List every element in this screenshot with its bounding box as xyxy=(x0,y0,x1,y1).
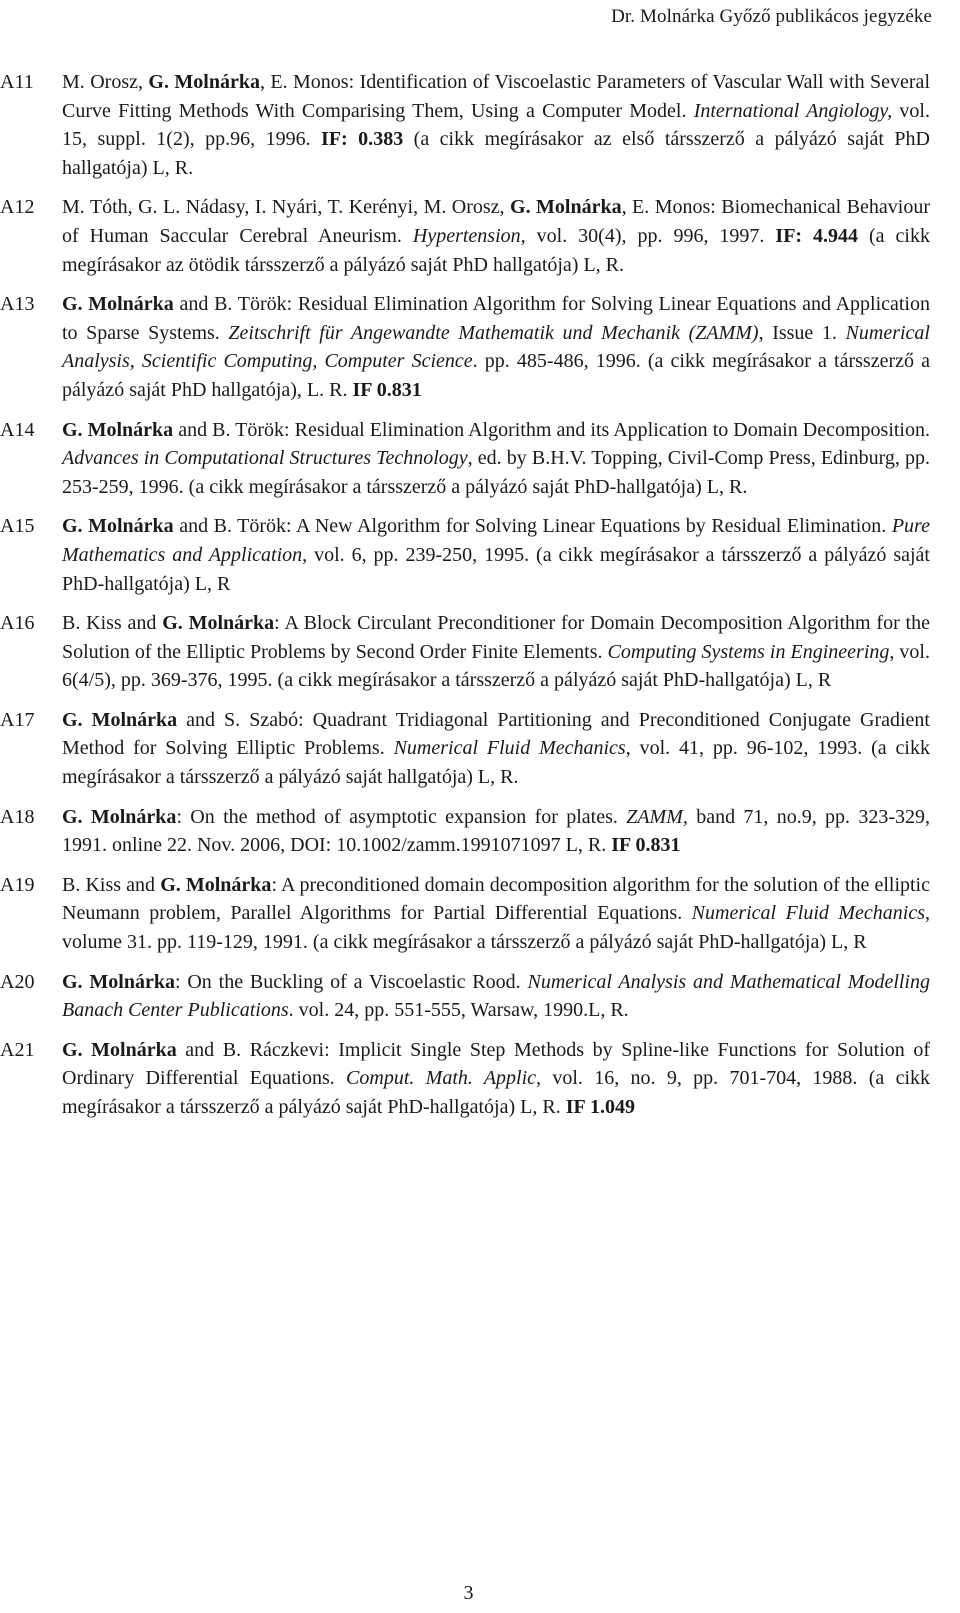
entry-citation xyxy=(62,416,930,502)
entry-citation xyxy=(62,193,930,279)
publication-entry xyxy=(0,1036,960,1122)
bold-text: IF 0.831 xyxy=(352,378,422,401)
entry-id: A16 xyxy=(0,612,35,635)
entry-citation xyxy=(62,803,930,860)
publication-entry xyxy=(0,512,960,598)
entry-id: A17 xyxy=(0,708,35,731)
citation-text: and B. Ráczkevi: Implicit Single Step Methods by Spline-like Functions for Solution of Ordinary Differential Equations. xyxy=(62,1038,930,1090)
citation-text: , vol. 41, pp. 96-102, 1993. (a cikk megírásakor a társszerző a pályázó saját hallgatója) L, R. xyxy=(62,737,930,789)
bold-text: G. Molnárka xyxy=(62,1038,177,1061)
entry-citation xyxy=(62,68,930,182)
bold-text: G. Molnárka xyxy=(62,805,177,828)
bold-text: G. Molnárka xyxy=(62,515,174,538)
citation-text: vol. 16, no. 9, pp. 701-704, 1988. (a cikk megírásakor a társszerző a pályázó saját PhD-hallgatója) L, R. xyxy=(62,1067,931,1118)
citation-text: : A preconditioned domain decomposition algorithm for the solution of the elliptic Neumann problem, Parallel Algorithms for Partial Differential Equations. xyxy=(62,873,930,925)
bold-text: G. Molnárka xyxy=(62,708,178,731)
italic-text: Numerical Fluid Mechanics xyxy=(393,737,626,760)
publication-entry xyxy=(0,871,960,957)
bold-text: 944 xyxy=(828,224,859,247)
italic-text: Advances in Computational Structures Technology xyxy=(62,447,468,470)
citation-text: . vol. 24, pp. 551-555, Warsaw, 1990.L, R. xyxy=(288,999,629,1022)
publication-entry xyxy=(0,609,960,695)
entry-id: A19 xyxy=(0,873,35,896)
italic-text: Zeitschrift für Angewandte Mathematik und Mechanik (ZAMM) xyxy=(228,321,759,344)
italic-text: Numerical Analysis, Scientific Computing, Computer Science xyxy=(62,321,930,373)
bold-text: IF 1.049 xyxy=(565,1096,635,1118)
bold-text: G. Molnárka xyxy=(160,873,272,896)
citation-text: B. Kiss and xyxy=(62,612,163,635)
citation-text: , Issue 1. xyxy=(758,321,846,344)
citation-text: and B. Török: Residual Elimination Algorithm and its Application to Domain Decomposition. xyxy=(173,418,930,441)
publication-list xyxy=(0,68,960,1133)
italic-text: Hypertension, xyxy=(412,224,526,247)
entry-citation xyxy=(62,609,930,695)
citation-text: , volume 31. pp. 119-129, 1991. (a cikk megírásakor a társszerző a pályázó saját PhD-hallgatója) L, R xyxy=(62,902,930,954)
entry-id: A12 xyxy=(0,196,35,219)
entry-id: A20 xyxy=(0,970,35,993)
bold-text: G. Molnárka xyxy=(162,612,275,635)
italic-text: ZAMM, xyxy=(626,805,688,828)
bold-text: 383 xyxy=(373,128,404,151)
entry-id: A13 xyxy=(0,293,35,316)
citation-text: , E. Monos: Identification of Viscoelastic Parameters of Vascular Wall with Several Curve Fitting Methods With Comparising Them, Using a Computer Model. xyxy=(62,71,930,122)
citation-text: B. Kiss and xyxy=(62,873,161,896)
entry-citation xyxy=(62,512,930,598)
bold-text: G. Molnárka xyxy=(148,71,260,93)
entry-id: A15 xyxy=(0,515,35,538)
entry-citation xyxy=(62,706,930,792)
entry-id: A11 xyxy=(0,71,34,93)
citation-text: (a cikk megírásakor az ötödik társszerző a pályázó saját PhD hallgatója) L, R. xyxy=(62,224,930,276)
citation-text: and S. Szabó: Quadrant Tridiagonal Partitioning and Preconditioned Conjugate Gradient Method for Solving Elliptic Problems. xyxy=(62,708,930,760)
citation-text: , vol. 6, pp. 239-250, 1995. (a cikk megírásakor a társszerző a pályázó saját PhD-hallgatója) L, R xyxy=(62,543,930,595)
citation-text: and B. Török: Residual Elimination Algorithm for Solving Linear Equations and Application to Sparse Systems. xyxy=(62,293,930,344)
citation-text: band 71, no.9, pp. 323-329, 1991. online 22. Nov. 2006, DOI: 10.1002/zamm.1991071097 L, R. xyxy=(62,805,930,857)
italic-text: International Angiology, xyxy=(693,99,893,122)
citation-text: and B. Török: A New Algorithm for Solving Linear Equations by Residual Elimination. xyxy=(173,515,892,538)
citation-text: vol. 30(4), pp. 996, 1997. xyxy=(525,224,776,247)
citation-text: : On the Buckling of a Viscoelastic Rood. xyxy=(174,970,528,993)
entry-citation xyxy=(62,968,930,1025)
italic-text: Comput. Math. Applic, xyxy=(346,1067,542,1090)
citation-text: , E. Monos: Biomechanical Behaviour of Human Saccular Cerebral Aneurism. xyxy=(62,196,930,247)
publication-entry xyxy=(0,803,960,860)
citation-text: , ed. by B.H.V. Topping, Civil-Comp Press, Edinburg, pp. 253-259, 1996. (a cikk megírásakor a társszerző a pályázó saját PhD-hallgatója) L, R. xyxy=(62,447,931,498)
entry-id: A14 xyxy=(0,418,35,441)
entry-id: A21 xyxy=(0,1038,35,1061)
italic-text: Numerical Analysis and Mathematical Modelling Banach Center Publications xyxy=(62,970,930,1022)
bold-text: IF: 4. xyxy=(775,224,829,247)
page-header: Dr. Molnárka Győző publikácos jegyzéke xyxy=(611,6,932,27)
citation-text: . pp. 485-486, 1996. (a cikk megírásakor a társszerző a pályázó saját PhD hallgatója), L. R. xyxy=(62,350,931,401)
entry-citation xyxy=(62,290,930,404)
entry-citation xyxy=(62,871,930,957)
italic-text: Computing Systems in Engineering xyxy=(607,640,890,663)
publication-entry xyxy=(0,706,960,792)
bold-text: G. Molnárka xyxy=(510,196,622,219)
page-number: 3 xyxy=(463,1582,474,1604)
bold-text: IF: 0. xyxy=(321,128,374,151)
citation-text: : A Block Circulant Preconditioner for Domain Decomposition Algorithm for the Solution of the Elliptic Problems by Second Order Finite Elements. xyxy=(62,612,930,663)
publication-entry xyxy=(0,968,960,1025)
citation-text: M. Orosz, xyxy=(62,71,149,93)
bold-text: IF 0.831 xyxy=(611,834,681,857)
citation-text: , vol. 6(4/5), pp. 369-376, 1995. (a cikk megírásakor a társszerző a pályázó saját PhD-hallgatója) L, R xyxy=(62,640,930,692)
entry-id: A18 xyxy=(0,805,35,828)
bold-text: G. Molnárka xyxy=(62,418,174,441)
italic-text: Pure Mathematics and Application xyxy=(62,515,930,566)
publication-entry xyxy=(0,68,960,182)
entry-citation xyxy=(62,1036,930,1122)
publication-entry xyxy=(0,290,960,404)
bold-text: G. Molnárka xyxy=(62,970,175,993)
publication-entry xyxy=(0,416,960,502)
italic-text: Numerical Fluid Mechanics xyxy=(691,902,925,925)
bold-text: G. Molnárka xyxy=(62,293,174,316)
publication-entry xyxy=(0,193,960,279)
citation-text: vol. 15, suppl. 1(2), pp.96, 1996. xyxy=(62,99,930,151)
citation-text: M. Tóth, G. L. Nádasy, I. Nyári, T. Kerényi, M. Orosz, xyxy=(62,196,511,219)
citation-text: : On the method of asymptotic expansion for plates. xyxy=(176,805,627,828)
citation-text: (a cikk megírásakor az első társszerző a pályázó saját PhD hallgatója) L, R. xyxy=(62,128,930,179)
